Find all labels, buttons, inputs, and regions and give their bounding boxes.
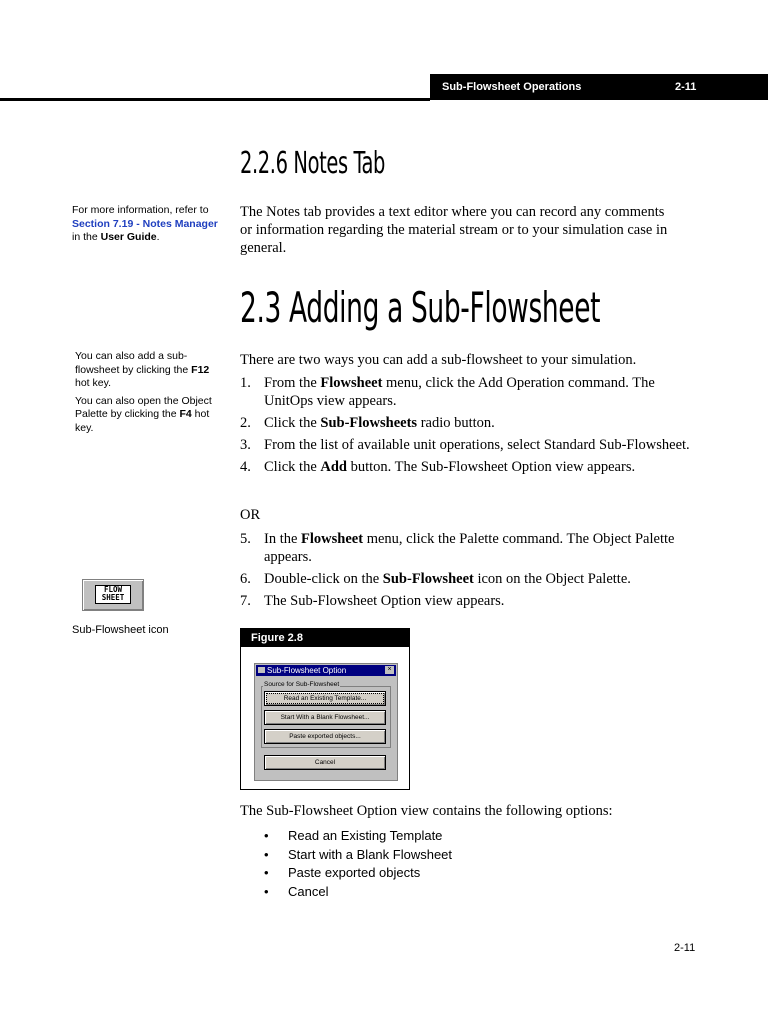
- footer-page-number: 2-11: [674, 942, 696, 954]
- header-section-title: Sub-Flowsheet Operations: [442, 81, 582, 93]
- group-label: Source for Sub-Flowsheet: [264, 681, 340, 688]
- heading-notes-tab: 2.2.6 Notes Tab: [240, 146, 386, 181]
- list-item: • Paste exported objects: [264, 865, 421, 880]
- list-item: • Start with a Blank Flowsheet: [264, 846, 453, 862]
- sub-flowsheet-option-dialog: [254, 663, 398, 781]
- dialog-title: Sub-Flowsheet Option: [267, 666, 347, 675]
- paste-exported-objects-button[interactable]: Paste exported objects...: [264, 729, 386, 744]
- list-item: 7. The Sub-Flowsheet Option view appears.: [240, 593, 505, 609]
- sub-flowsheet-icon: [82, 579, 144, 611]
- flowsheet-icon-face: FLOW SHEET: [95, 585, 131, 604]
- steps-list-a: [240, 374, 700, 480]
- intro-paragraph: There are two ways you can add a sub-flowsheet to your simulation.: [240, 352, 637, 368]
- cancel-button[interactable]: Cancel: [264, 755, 386, 770]
- sidenote-hot-keys: You can also add a sub-flowsheet by clicking the F12 hot key. You can also open the Object Palette by clicking the F4 hot key.: [75, 350, 212, 434]
- list-item: 3. From the list of available unit operations, select Standard Sub-Flowsheet.: [240, 437, 690, 453]
- start-blank-flowsheet-button[interactable]: Start With a Blank Flowsheet...: [264, 710, 386, 725]
- list-item: 5. In the Flowsheet menu, click the Palette command. The Object Palette appears.: [240, 531, 675, 565]
- list-item: 6. Double-click on the Sub-Flowsheet icon on the Object Palette.: [240, 571, 631, 587]
- sidenote-notes-manager: For more information, refer to Section 7.19 - Notes Manager in the User Guide.: [72, 204, 218, 243]
- dialog-title-bar: [256, 665, 396, 676]
- options-list: [264, 827, 452, 901]
- or-separator: OR: [240, 507, 261, 523]
- figure-2-8: [240, 628, 410, 790]
- dialog-app-icon: [258, 667, 265, 673]
- icon-caption: Sub-Flowsheet icon: [72, 624, 169, 636]
- figure-label: Figure 2.8: [241, 629, 409, 647]
- list-item: 1. From the Flowsheet menu, click the Add Operation command. The UnitOps view appears.: [240, 375, 655, 409]
- close-icon[interactable]: ×: [385, 666, 394, 674]
- header-rule: [0, 98, 430, 101]
- list-item: 4. Click the Add button. The Sub-Flowsheet Option view appears.: [240, 459, 636, 475]
- link-section-7-19[interactable]: Section 7.19 - Notes Manager: [72, 217, 218, 230]
- running-header: [430, 74, 768, 100]
- header-page-number: 2-11: [675, 81, 697, 93]
- list-item: 2. Click the Sub-Flowsheets radio button.: [240, 415, 495, 431]
- options-paragraph: The Sub-Flowsheet Option view contains the following options:: [240, 803, 613, 819]
- heading-adding-sub-flowsheet: 2.3 Adding a Sub-Flowsheet: [240, 283, 601, 332]
- steps-list-b: [240, 530, 700, 614]
- read-existing-template-button[interactable]: Read an Existing Template...: [264, 691, 386, 706]
- notes-tab-paragraph: The Notes tab provides a text editor where you can record any comments or information regarding the material stream or to your simulation case in general.: [240, 204, 668, 256]
- list-item: • Cancel: [264, 883, 329, 899]
- list-item: • Read an Existing Template: [264, 828, 443, 843]
